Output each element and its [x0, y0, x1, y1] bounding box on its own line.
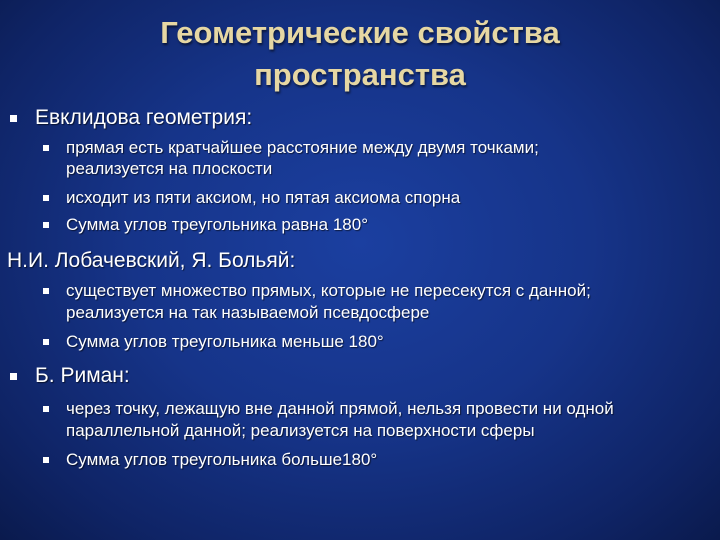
bullet-square-icon [43, 406, 49, 412]
slide-title [100, 12, 620, 96]
list-item-line: реализуется на плоскости [66, 159, 273, 178]
list-item-line: Сумма углов треугольника больше180° [66, 450, 378, 469]
bullet-square-icon [10, 373, 17, 380]
slide-title-line-2: пространства [254, 57, 466, 92]
bullet-square-icon [43, 222, 49, 228]
bullet-square-icon [10, 115, 17, 122]
list-item-line: Сумма углов треугольника меньше 180° [66, 332, 384, 351]
bullet-square-icon [43, 457, 49, 463]
list-item-line: исходит из пяти аксиом, но пятая аксиома спорна [66, 188, 461, 207]
list-item-line: существует множество прямых, которые не пересекутся с данной; [66, 281, 591, 300]
section-heading-euclid: Евклидова геометрия: [35, 106, 253, 129]
slide-title-line-1: Геометрические свойства [160, 15, 560, 50]
list-item-line: параллельной данной; реализуется на поверхности сферы [66, 421, 535, 440]
bullet-square-icon [43, 288, 49, 294]
bullet-square-icon [43, 145, 49, 151]
list-item-line: через точку, лежащую вне данной прямой, нельзя провести ни одной [66, 399, 614, 418]
bullet-square-icon [43, 339, 49, 345]
list-item-line: прямая есть кратчайшее расстояние между двумя точками; [66, 138, 539, 157]
list-item-line: реализуется на так называемой псевдосфере [66, 303, 430, 322]
section-heading-lobachevsky: Н.И. Лобачевский, Я. Больяй: [7, 249, 296, 272]
bullet-square-icon [43, 195, 49, 201]
list-item-line: Сумма углов треугольника равна 180° [66, 215, 369, 234]
section-heading-riemann: Б. Риман: [35, 364, 130, 387]
